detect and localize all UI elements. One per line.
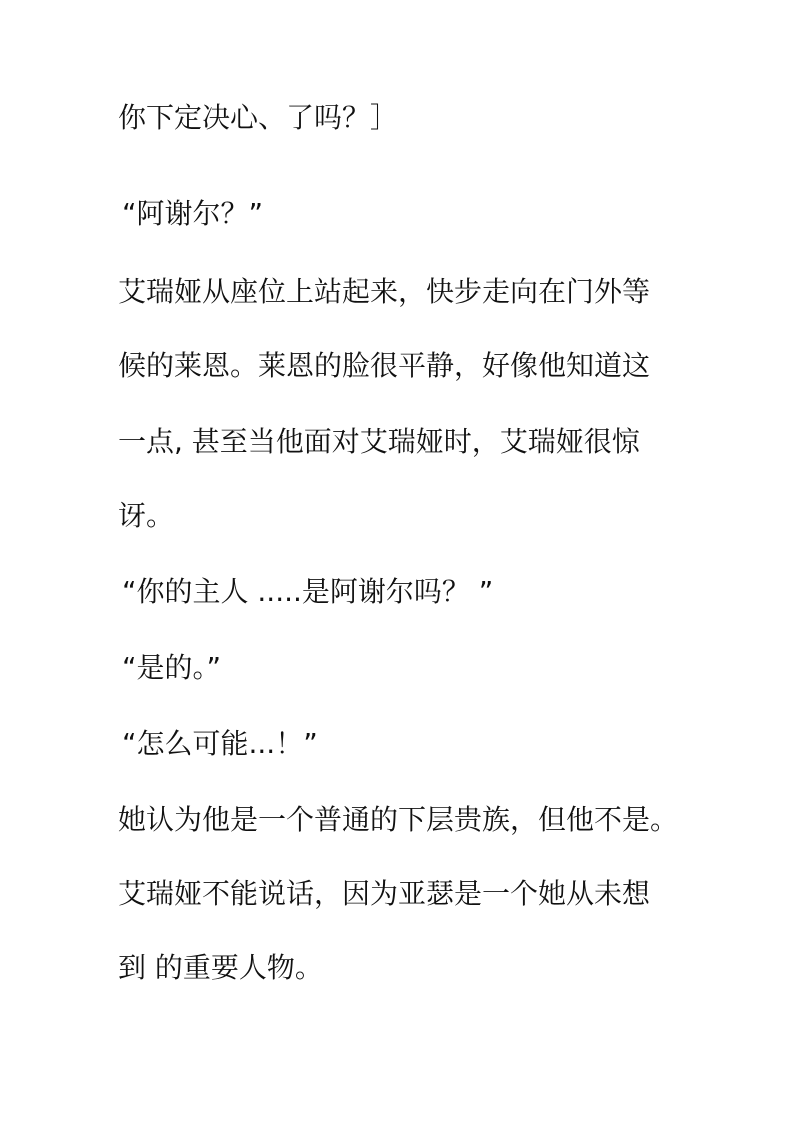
text-line: 候的莱恩。莱恩的脸很平静，好像他知道这: [118, 349, 651, 382]
dialogue-line: “你的主人 .....是阿谢尔吗？ ”: [122, 575, 494, 608]
dialogue-line: “阿谢尔？”: [122, 197, 264, 230]
text-line: 讶。: [118, 499, 175, 532]
text-line: 她认为他是一个普通的下层贵族，但他不是。: [118, 803, 679, 836]
text-line: 艾瑞娅从座位上站起来，快步走向在门外等: [118, 275, 651, 308]
text-line: 一点, 甚至当他面对艾瑞娅时，艾瑞娅很惊: [118, 425, 640, 458]
text-line: 你下定决心、了吗？］: [118, 101, 399, 134]
dialogue-line: “怎么可能...！”: [122, 727, 318, 760]
text-line: 到 的重要人物。: [118, 951, 323, 984]
dialogue-line: “是的。”: [122, 651, 222, 684]
text-line: 艾瑞娅不能说话，因为亚瑟是一个她从未想: [118, 877, 651, 910]
